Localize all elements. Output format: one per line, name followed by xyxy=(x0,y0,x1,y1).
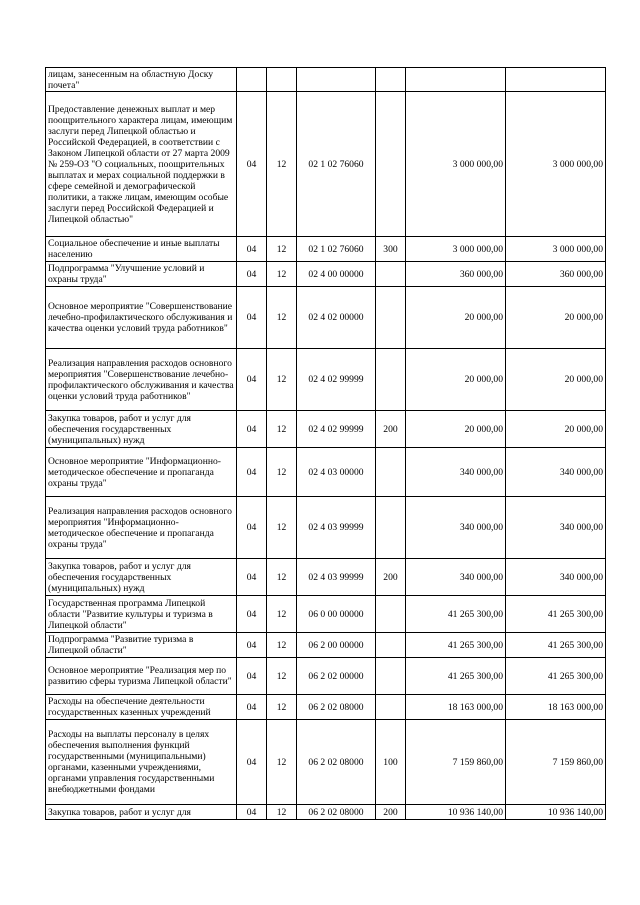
row-type-cell xyxy=(376,497,406,559)
row-type-cell xyxy=(376,92,406,237)
row-section-cell xyxy=(237,68,267,92)
row-type-cell xyxy=(376,596,406,633)
row-sum-year1-cell: 20 000,00 xyxy=(406,349,506,411)
table-body xyxy=(46,68,606,820)
row-sum-year1-cell: 41 265 300,00 xyxy=(406,596,506,633)
row-sum-year2-cell: 41 265 300,00 xyxy=(506,658,606,695)
row-code-cell: 02 1 02 76060 xyxy=(297,92,376,237)
row-type-cell: 100 xyxy=(376,720,406,805)
row-type-cell xyxy=(376,695,406,720)
row-subsection-cell: 12 xyxy=(267,349,297,411)
row-subsection-cell: 12 xyxy=(267,497,297,559)
row-subsection-cell: 12 xyxy=(267,695,297,720)
row-code-cell: 02 4 02 99999 xyxy=(297,349,376,411)
row-code-cell: 02 4 03 00000 xyxy=(297,448,376,497)
row-subsection-cell: 12 xyxy=(267,92,297,237)
row-code-cell: 02 4 03 99999 xyxy=(297,559,376,596)
row-sum-year2-cell: 7 159 860,00 xyxy=(506,720,606,805)
row-code-cell: 02 4 03 99999 xyxy=(297,497,376,559)
row-name-cell: Реализация направления расходов основного мероприятия "Информационно-методическое обеспечение и пропаганда охраны труда" xyxy=(46,497,237,559)
table-row xyxy=(46,633,606,658)
table-row xyxy=(46,805,606,820)
row-section-cell: 04 xyxy=(237,805,267,820)
row-name-cell: Предоставление денежных выплат и мер поощрительного характера лицам, имеющим заслуги перед Липецкой областью и Российской Федерацией, в соответствии с Законом Липецкой области от 27 марта 2009 № 259-ОЗ "О социальных, поощрительных выплатах и мерах социальной поддержки в сфере семейной и демографической политики, а также лицам, имеющим особые заслуги перед Российской Федерацией и Липецкой областью" xyxy=(46,92,237,237)
row-section-cell: 04 xyxy=(237,411,267,448)
row-type-cell xyxy=(376,448,406,497)
table-row xyxy=(46,262,606,287)
row-sum-year2-cell: 10 936 140,00 xyxy=(506,805,606,820)
row-code-cell: 06 2 02 08000 xyxy=(297,720,376,805)
row-sum-year1-cell: 340 000,00 xyxy=(406,448,506,497)
row-sum-year1-cell xyxy=(406,68,506,92)
table-row xyxy=(46,497,606,559)
row-type-cell: 200 xyxy=(376,411,406,448)
row-name-cell: Подпрограмма "Развитие туризма в Липецкой области" xyxy=(46,633,237,658)
budget-table xyxy=(45,67,606,820)
row-code-cell: 06 2 02 00000 xyxy=(297,658,376,695)
row-name-cell: Расходы на обеспечение деятельности государственных казенных учреждений xyxy=(46,695,237,720)
row-sum-year1-cell: 7 159 860,00 xyxy=(406,720,506,805)
row-sum-year1-cell: 3 000 000,00 xyxy=(406,92,506,237)
row-type-cell xyxy=(376,68,406,92)
row-type-cell: 300 xyxy=(376,237,406,262)
row-code-cell: 06 0 00 00000 xyxy=(297,596,376,633)
row-sum-year2-cell: 340 000,00 xyxy=(506,497,606,559)
row-sum-year2-cell: 360 000,00 xyxy=(506,262,606,287)
row-name-cell: Расходы на выплаты персоналу в целях обеспечения выполнения функций государственными (муниципальными) органами, казенными учреждениями, органами управления государственными внебюджетными фондами xyxy=(46,720,237,805)
table-row xyxy=(46,596,606,633)
row-section-cell: 04 xyxy=(237,448,267,497)
row-sum-year2-cell: 41 265 300,00 xyxy=(506,596,606,633)
row-subsection-cell: 12 xyxy=(267,658,297,695)
row-sum-year1-cell: 20 000,00 xyxy=(406,411,506,448)
row-type-cell: 200 xyxy=(376,805,406,820)
row-name-cell: Основное мероприятие "Совершенствование лечебно-профилактического обслуживания и качества оценки условий труда работников" xyxy=(46,287,237,349)
row-code-cell: 02 4 00 00000 xyxy=(297,262,376,287)
row-sum-year2-cell: 340 000,00 xyxy=(506,448,606,497)
table-row xyxy=(46,658,606,695)
row-section-cell: 04 xyxy=(237,287,267,349)
row-name-cell: Основное мероприятие "Информационно-методическое обеспечение и пропаганда охраны труда" xyxy=(46,448,237,497)
row-subsection-cell: 12 xyxy=(267,448,297,497)
row-sum-year2-cell: 18 163 000,00 xyxy=(506,695,606,720)
row-type-cell xyxy=(376,633,406,658)
row-type-cell xyxy=(376,658,406,695)
row-name-cell: лицам, занесенным на областную Доску почета" xyxy=(46,68,237,92)
row-code-cell xyxy=(297,68,376,92)
row-name-cell: Закупка товаров, работ и услуг для xyxy=(46,805,237,820)
row-type-cell xyxy=(376,349,406,411)
table-row xyxy=(46,559,606,596)
row-name-cell: Основное мероприятие "Реализация мер по развитию сферы туризма Липецкой области" xyxy=(46,658,237,695)
row-subsection-cell: 12 xyxy=(267,559,297,596)
row-type-cell xyxy=(376,262,406,287)
row-subsection-cell: 12 xyxy=(267,596,297,633)
row-sum-year1-cell: 41 265 300,00 xyxy=(406,658,506,695)
row-section-cell: 04 xyxy=(237,596,267,633)
row-sum-year1-cell: 3 000 000,00 xyxy=(406,237,506,262)
row-code-cell: 06 2 00 00000 xyxy=(297,633,376,658)
row-subsection-cell: 12 xyxy=(267,720,297,805)
row-sum-year2-cell: 20 000,00 xyxy=(506,349,606,411)
row-sum-year2-cell xyxy=(506,68,606,92)
row-subsection-cell: 12 xyxy=(267,633,297,658)
table-row xyxy=(46,411,606,448)
row-type-cell: 200 xyxy=(376,559,406,596)
row-sum-year2-cell: 3 000 000,00 xyxy=(506,92,606,237)
row-section-cell: 04 xyxy=(237,720,267,805)
row-section-cell: 04 xyxy=(237,92,267,237)
row-subsection-cell: 12 xyxy=(267,237,297,262)
row-code-cell: 06 2 02 08000 xyxy=(297,695,376,720)
row-name-cell: Закупка товаров, работ и услуг для обеспечения государственных (муниципальных) нужд xyxy=(46,559,237,596)
row-sum-year2-cell: 41 265 300,00 xyxy=(506,633,606,658)
row-code-cell: 02 4 02 99999 xyxy=(297,411,376,448)
row-subsection-cell xyxy=(267,68,297,92)
row-name-cell: Государственная программа Липецкой области "Развитие культуры и туризма в Липецкой области" xyxy=(46,596,237,633)
row-sum-year1-cell: 340 000,00 xyxy=(406,497,506,559)
row-sum-year1-cell: 18 163 000,00 xyxy=(406,695,506,720)
row-sum-year1-cell: 10 936 140,00 xyxy=(406,805,506,820)
row-code-cell: 02 1 02 76060 xyxy=(297,237,376,262)
table-row xyxy=(46,287,606,349)
row-section-cell: 04 xyxy=(237,633,267,658)
row-subsection-cell: 12 xyxy=(267,411,297,448)
row-section-cell: 04 xyxy=(237,559,267,596)
row-sum-year2-cell: 3 000 000,00 xyxy=(506,237,606,262)
row-subsection-cell: 12 xyxy=(267,805,297,820)
row-code-cell: 06 2 02 08000 xyxy=(297,805,376,820)
table-row xyxy=(46,349,606,411)
row-sum-year2-cell: 340 000,00 xyxy=(506,559,606,596)
row-sum-year1-cell: 20 000,00 xyxy=(406,287,506,349)
row-section-cell: 04 xyxy=(237,695,267,720)
row-name-cell: Закупка товаров, работ и услуг для обеспечения государственных (муниципальных) нужд xyxy=(46,411,237,448)
table-row xyxy=(46,237,606,262)
row-name-cell: Социальное обеспечение и иные выплаты населению xyxy=(46,237,237,262)
row-sum-year1-cell: 340 000,00 xyxy=(406,559,506,596)
row-name-cell: Подпрограмма "Улучшение условий и охраны труда" xyxy=(46,262,237,287)
row-sum-year1-cell: 41 265 300,00 xyxy=(406,633,506,658)
row-subsection-cell: 12 xyxy=(267,262,297,287)
row-section-cell: 04 xyxy=(237,497,267,559)
row-subsection-cell: 12 xyxy=(267,287,297,349)
table-row xyxy=(46,68,606,92)
row-sum-year2-cell: 20 000,00 xyxy=(506,287,606,349)
row-type-cell xyxy=(376,287,406,349)
row-sum-year1-cell: 360 000,00 xyxy=(406,262,506,287)
row-section-cell: 04 xyxy=(237,658,267,695)
table-row xyxy=(46,448,606,497)
table-row xyxy=(46,92,606,237)
table-row xyxy=(46,720,606,805)
row-section-cell: 04 xyxy=(237,349,267,411)
table-row xyxy=(46,695,606,720)
row-sum-year2-cell: 20 000,00 xyxy=(506,411,606,448)
row-code-cell: 02 4 02 00000 xyxy=(297,287,376,349)
row-section-cell: 04 xyxy=(237,237,267,262)
row-name-cell: Реализация направления расходов основного мероприятия "Совершенствование лечебно-профилактического обслуживания и качества оценки условий труда работников" xyxy=(46,349,237,411)
row-section-cell: 04 xyxy=(237,262,267,287)
